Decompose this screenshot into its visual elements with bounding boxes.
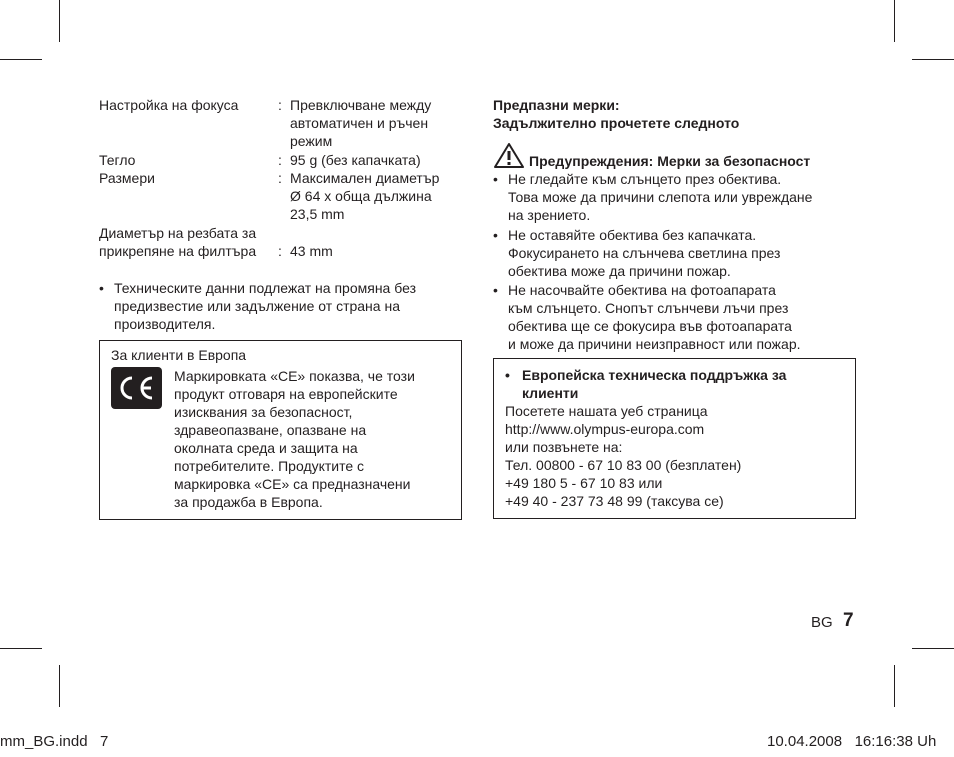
bullet: • xyxy=(505,367,510,383)
warning-line: обектива ще се фокусира във фотоапарата xyxy=(508,318,792,334)
warning-item-text xyxy=(508,170,812,224)
spec-value-line: режим xyxy=(290,133,333,149)
spec-value-line: 23,5 mm xyxy=(290,206,345,222)
support-phone: +49 180 5 - 67 10 83 или xyxy=(505,475,663,491)
spec-label-line: Диаметър на резбата за xyxy=(99,225,257,241)
warning-triangle-icon xyxy=(493,142,525,169)
support-line: или позвънете на: xyxy=(505,439,623,455)
ce-logo xyxy=(111,367,162,409)
spec-label xyxy=(99,224,279,260)
heading-line: Предпазни мерки: xyxy=(493,97,620,113)
spec-value-line: Максимален диаметър xyxy=(290,170,440,186)
ce-text-line: маркировка «CE» са предназначени xyxy=(174,476,411,492)
precautions-heading xyxy=(493,96,853,132)
bullet: • xyxy=(99,280,104,296)
warning-line: Не гледайте към слънцето през обектива. xyxy=(508,171,782,187)
spec-value xyxy=(290,242,465,260)
crop-mark xyxy=(59,0,60,42)
crop-mark xyxy=(894,0,895,42)
spec-row-filter-thread xyxy=(99,224,461,260)
warning-line: и може да причини неизправност или пожар. xyxy=(508,336,801,352)
heading-line: Задължително прочетете следното xyxy=(493,115,740,131)
spec-colon: : xyxy=(278,170,282,186)
spec-value-line: Ø 64 x обща дължина xyxy=(290,188,432,204)
ce-text-line: здравеопазване, опазване на xyxy=(174,422,367,438)
warning-item-text xyxy=(508,226,780,280)
spec-value xyxy=(290,151,465,169)
warning-line: към слънцето. Снопът слънчеви лъчи през xyxy=(508,300,789,316)
note-line: предизвестие или задължение от страна на xyxy=(114,298,400,314)
warning-heading xyxy=(493,142,853,170)
spec-label-line: прикрепяне на филтъра xyxy=(99,243,257,259)
spec-value xyxy=(290,96,465,150)
support-title-text xyxy=(522,366,852,402)
ce-text-line: за продажба в Европа. xyxy=(174,494,323,510)
warning-item-text xyxy=(508,281,801,353)
spec-value xyxy=(290,169,465,223)
support-title-line: клиенти xyxy=(522,385,579,401)
footer-file: mm_BG.indd 7 xyxy=(0,733,109,750)
language-code: BG xyxy=(811,614,833,631)
warning-line: Не насочвайте обектива на фотоапарата xyxy=(508,282,776,298)
spec-label: Настройка на фокуса xyxy=(99,97,239,113)
spec-value-line: 95 g (без капачката) xyxy=(290,152,421,168)
ce-logo-icon xyxy=(111,367,162,409)
support-line: Посетете нашата уеб страница xyxy=(505,403,708,419)
page-marker xyxy=(800,610,860,636)
spec-value-line: 43 mm xyxy=(290,243,333,259)
warning-line: на зрението. xyxy=(508,207,591,223)
warning-line: Не оставяйте обектива без капачката. xyxy=(508,227,757,243)
ce-text-line: околната среда и защита на xyxy=(174,440,358,456)
spec-colon: : xyxy=(278,152,282,168)
warning-line: обектива може да причини пожар. xyxy=(508,263,731,279)
spec-row-weight xyxy=(99,151,461,169)
ce-box-text xyxy=(174,367,459,511)
spec-row-focus xyxy=(99,96,461,150)
support-box xyxy=(493,358,856,519)
spec-row-dimensions xyxy=(99,169,461,223)
ce-text-line: Маркировката «CE» показва, че този xyxy=(174,368,415,384)
crop-mark xyxy=(0,648,42,649)
support-url: http://www.olympus-europa.com xyxy=(505,421,705,437)
spec-label: Размери xyxy=(99,170,155,186)
note-line: производителя. xyxy=(114,316,216,332)
ce-box-title: За клиенти в Европа xyxy=(111,347,247,363)
support-body xyxy=(505,402,850,510)
support-title-line: Европейска техническа поддръжка за xyxy=(522,367,787,383)
warning-line: Това може да причини слепота или увреждане xyxy=(508,189,813,205)
bullet: • xyxy=(493,171,498,187)
warning-title: Предупреждения: Мерки за безопасност xyxy=(529,153,811,169)
ce-text-line: потребителите. Продуктите с xyxy=(174,458,365,474)
footer-datetime: 10.04.2008 16:16:38 Uh xyxy=(767,733,937,750)
bullet: • xyxy=(493,227,498,243)
spec-value-line: автоматичен и ръчен xyxy=(290,115,429,131)
crop-mark xyxy=(912,648,954,649)
spec-value-line: Превключване между xyxy=(290,97,432,113)
ce-text-line: изисквания за безопасност, xyxy=(174,404,353,420)
crop-mark xyxy=(912,59,954,60)
crop-mark xyxy=(894,665,895,707)
spec-colon: : xyxy=(278,243,282,259)
spec-colon: : xyxy=(278,97,282,113)
ce-notice-box xyxy=(99,340,462,520)
crop-mark xyxy=(59,665,60,707)
crop-mark xyxy=(0,59,42,60)
support-phone: +49 40 - 237 73 48 99 (таксува се) xyxy=(505,493,724,509)
note-line: Техническите данни подлежат на промяна без xyxy=(114,280,416,296)
ce-text-line: продукт отговаря на европейските xyxy=(174,386,398,402)
note-text xyxy=(114,279,416,333)
spec-label: Тегло xyxy=(99,152,136,168)
support-phone: Тел. 00800 - 67 10 83 00 (безплатен) xyxy=(505,457,742,473)
bullet: • xyxy=(493,282,498,298)
warning-line: Фокусирането на слънчева светлина през xyxy=(508,245,781,261)
page-number: 7 xyxy=(843,610,854,631)
